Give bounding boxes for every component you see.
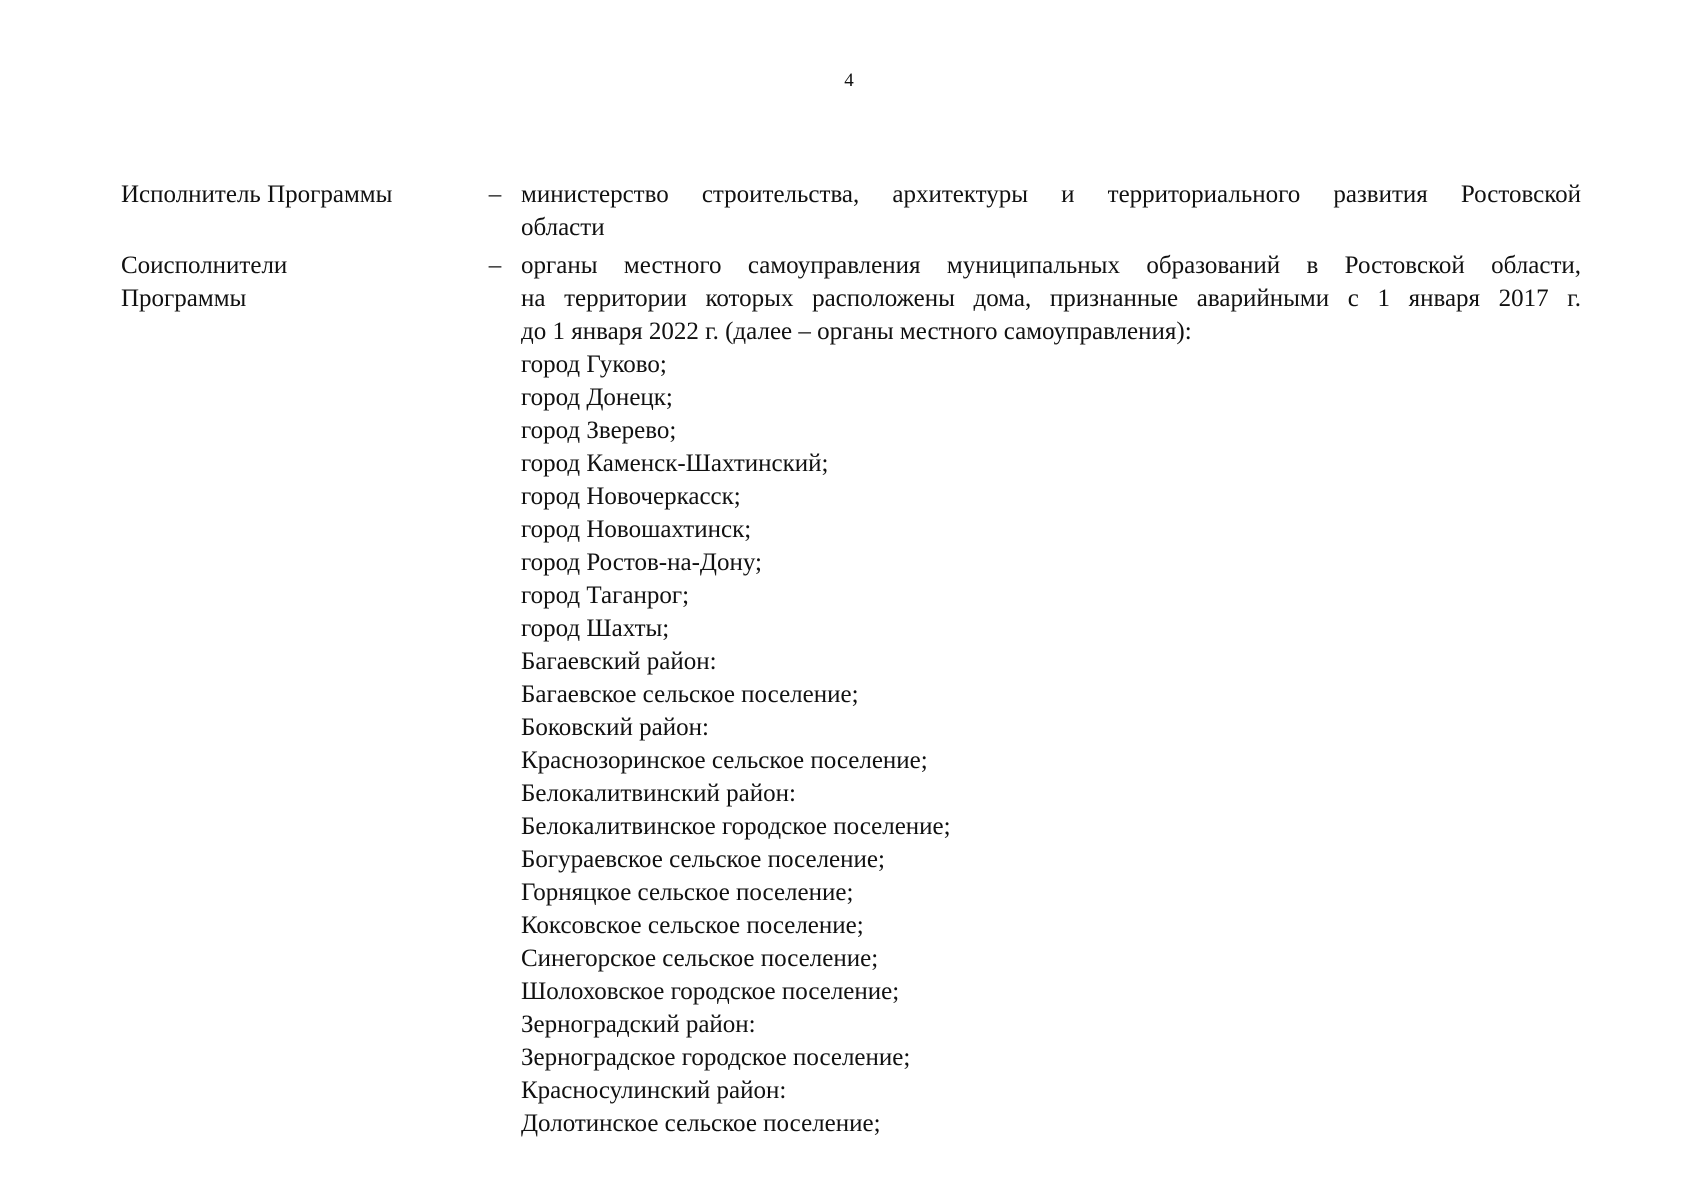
coexecutors-intro-line-3: до 1 января 2022 г. (далее – органы местного самоуправления): [521, 318, 1192, 345]
list-item: Краснозоринское сельское поселение; [521, 747, 928, 774]
coexecutors-label-line-1: Соисполнители [121, 252, 288, 279]
list-item: город Новочеркасск; [521, 483, 741, 510]
list-item: Зерноградский район: [521, 1011, 756, 1038]
list-item: Шолоховское городское поселение; [521, 978, 900, 1005]
list-item: город Гуково; [521, 351, 667, 378]
list-item: Багаевское сельское поселение; [521, 681, 859, 708]
list-item: Белокалитвинское городское поселение; [521, 813, 951, 840]
list-item: город Новошахтинск; [521, 516, 752, 543]
municipality-list [521, 348, 1581, 1140]
executor-value [521, 178, 1581, 244]
coexecutors-intro-line-2: на территории которых расположены дома, признанные аварийными с 1 января 2017 г. [521, 285, 1581, 312]
list-item: город Шахты; [521, 615, 670, 642]
list-item: Багаевский район: [521, 648, 717, 675]
list-item: Красносулинский район: [521, 1077, 787, 1104]
executor-dash: – [488, 181, 502, 208]
page-number: 4 [844, 70, 854, 91]
list-item: город Зверево; [521, 417, 677, 444]
coexecutors-value [521, 249, 1581, 1140]
list-item: город Таганрог; [521, 582, 690, 609]
list-item: Богураевское сельское поселение; [521, 846, 885, 873]
coexecutors-dash: – [488, 252, 502, 279]
list-item: город Каменск-Шахтинский; [521, 450, 829, 477]
coexecutors-label [121, 249, 461, 315]
list-item: город Ростов-на-Дону; [521, 549, 762, 576]
executor-label: Исполнитель Программы [121, 181, 393, 208]
list-item: Белокалитвинский район: [521, 780, 796, 807]
list-item: Зерноградское городское поселение; [521, 1044, 911, 1071]
list-item: Коксовское сельское поселение; [521, 912, 864, 939]
coexecutors-intro-line-1: органы местного самоуправления муниципальных образований в Ростовской области, [521, 252, 1581, 279]
coexecutors-label-line-2: Программы [121, 285, 247, 312]
list-item: Боковский район: [521, 714, 709, 741]
list-item: Синегорское сельское поселение; [521, 945, 879, 972]
list-item: Долотинское сельское поселение; [521, 1110, 881, 1137]
executor-value-line-2: области [521, 214, 605, 241]
list-item: город Донецк; [521, 384, 673, 411]
list-item: Горняцкое сельское поселение; [521, 879, 854, 906]
executor-value-line-1: министерство строительства, архитектуры и территориального развития Ростовской [521, 181, 1581, 208]
